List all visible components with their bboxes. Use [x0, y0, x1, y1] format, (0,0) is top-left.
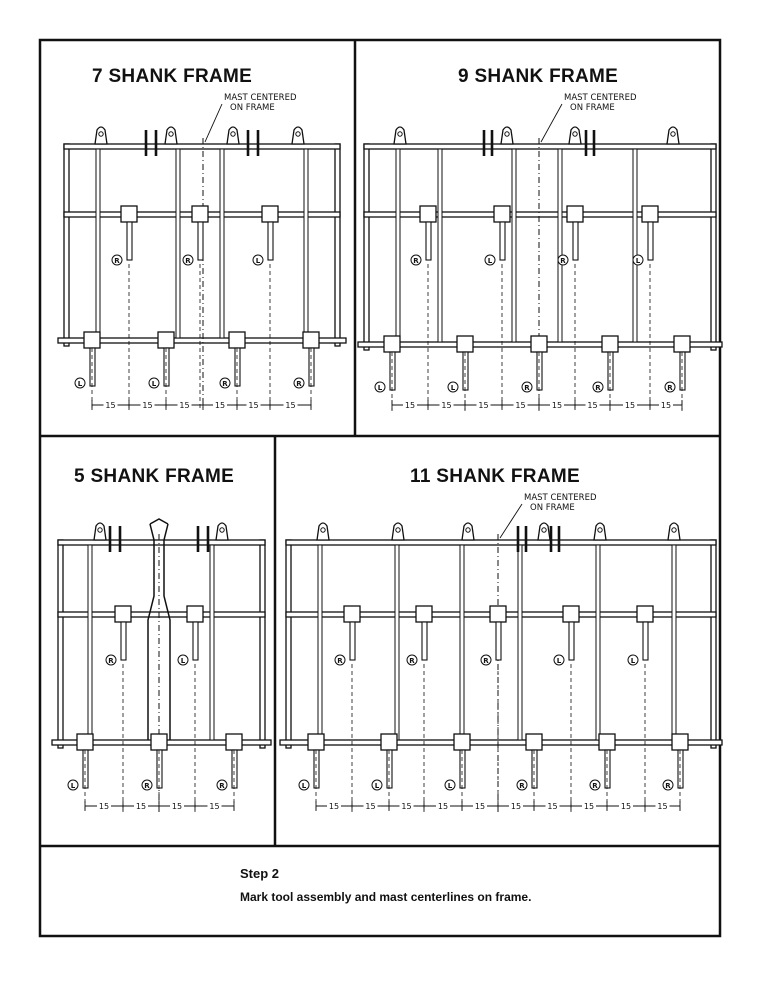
nine-shank: [390, 352, 395, 390]
seven-mast-note-line2: ON FRAME: [230, 103, 275, 113]
title-7-shank: 7 SHANK FRAME: [92, 66, 253, 87]
eleven-hitch-pin: [321, 528, 325, 532]
nine-shank: [463, 352, 468, 390]
seven-hitch-pin: [296, 132, 300, 136]
nine-mast-note-leader: [541, 104, 562, 142]
nine-mark-R: R: [560, 257, 566, 265]
eleven-mark-L: L: [556, 657, 562, 665]
eleven-shank-clamp: [563, 606, 579, 622]
nine-frame-mid-bar: [364, 212, 716, 217]
eleven-dimension-label: 15: [620, 802, 632, 811]
eleven-shank: [387, 750, 392, 788]
five-shank-clamp: [187, 606, 203, 622]
nine-hitch-pin: [398, 132, 402, 136]
eleven-shank-clamp: [637, 606, 653, 622]
nine-shank: [573, 222, 578, 260]
nine-hitch-pin: [573, 132, 577, 136]
seven-dimension-label: 15: [105, 401, 116, 410]
eleven-shank-clamp: [381, 734, 397, 750]
eleven-shank: [496, 622, 501, 660]
eleven-mark-R: R: [337, 657, 343, 665]
nine-dimension-label: 15: [515, 401, 526, 410]
nine-hitch-pin: [671, 132, 675, 136]
eleven-mark-L: L: [630, 657, 636, 665]
seven-mark-R: R: [296, 380, 302, 388]
eleven-mast-note-line1: MAST CENTERED: [524, 493, 597, 503]
five-shank: [232, 750, 237, 788]
nine-mark-L: L: [487, 257, 493, 265]
five-dimension-label: 15: [171, 802, 183, 811]
eleven-dimension-label: 15: [401, 802, 412, 811]
eleven-shank: [678, 750, 683, 788]
eleven-mark-L: L: [447, 782, 453, 790]
seven-frame-side-left: [64, 144, 69, 346]
seven-shank: [164, 348, 169, 386]
eleven-frame-post: [596, 545, 600, 740]
eleven-mark-R: R: [592, 782, 598, 790]
nine-frame-post: [633, 149, 637, 342]
seven-frame-post: [220, 149, 224, 338]
eleven-frame-side-right: [711, 540, 716, 748]
eleven-dimension-label: 15: [547, 802, 558, 811]
eleven-hitch-pin: [672, 528, 676, 532]
nine-shank-clamp: [531, 336, 547, 352]
nine-shank-clamp: [384, 336, 400, 352]
seven-mark-R: R: [185, 257, 191, 265]
eleven-hitch-pin: [598, 528, 602, 532]
seven-frame-top-bar: [64, 144, 340, 149]
seven-shank: [127, 222, 132, 260]
eleven-frame-top-bar: [286, 540, 716, 545]
nine-mark-R: R: [595, 384, 601, 392]
eleven-shank: [532, 750, 537, 788]
nine-shank-clamp: [602, 336, 618, 352]
nine-mark-R: R: [667, 384, 673, 392]
nine-dimension-label: 15: [587, 401, 598, 410]
five-shank: [193, 622, 198, 660]
nine-dimension-label: 15: [551, 401, 563, 410]
nine-shank: [537, 352, 542, 390]
step-title: Step 2: [240, 866, 280, 881]
eleven-shank: [350, 622, 355, 660]
seven-mast-note-leader: [205, 104, 222, 142]
five-shank: [83, 750, 88, 788]
five-frame-top-bar: [58, 540, 265, 545]
eleven-mark-L: L: [374, 782, 380, 790]
seven-dimension-label: 15: [214, 401, 226, 410]
nine-frame-post: [558, 149, 562, 342]
five-shank-clamp: [226, 734, 242, 750]
eleven-shank: [643, 622, 648, 660]
seven-hitch-pin: [231, 132, 235, 136]
nine-hitch-pin: [505, 132, 509, 136]
eleven-shank: [605, 750, 610, 788]
eleven-shank-clamp: [454, 734, 470, 750]
seven-shank-clamp: [303, 332, 319, 348]
five-hitch-pin: [220, 528, 224, 532]
eleven-frame-post: [672, 545, 676, 740]
eleven-frame-post: [395, 545, 399, 740]
eleven-shank: [569, 622, 574, 660]
seven-shank-clamp: [158, 332, 174, 348]
eleven-shank-clamp: [416, 606, 432, 622]
step-instruction: Mark tool assembly and mast centerlines on frame.: [240, 890, 532, 904]
seven-mark-L: L: [255, 257, 261, 265]
five-frame-post: [88, 545, 92, 740]
five-shank-clamp: [77, 734, 93, 750]
eleven-shank-clamp: [344, 606, 360, 622]
eleven-shank-clamp: [490, 606, 506, 622]
nine-shank-clamp: [457, 336, 473, 352]
nine-mark-R: R: [413, 257, 419, 265]
seven-shank-clamp: [229, 332, 245, 348]
seven-frame-post: [304, 149, 308, 338]
eleven-frame-post: [318, 545, 322, 740]
five-dimension-label: 15: [209, 802, 220, 811]
nine-shank-clamp: [674, 336, 690, 352]
eleven-hitch-pin: [466, 528, 470, 532]
eleven-shank: [314, 750, 319, 788]
nine-frame-post: [396, 149, 400, 342]
nine-frame-side-left: [364, 144, 369, 350]
eleven-mark-R: R: [483, 657, 489, 665]
nine-shank: [648, 222, 653, 260]
nine-frame-post: [512, 149, 516, 342]
five-shank: [121, 622, 126, 660]
eleven-frame-post: [518, 545, 522, 740]
nine-dimension-label: 15: [478, 401, 489, 410]
eleven-mark-R: R: [665, 782, 671, 790]
seven-hitch-pin: [99, 132, 103, 136]
nine-dimension-label: 15: [660, 401, 672, 410]
seven-dimension-label: 15: [142, 401, 153, 410]
seven-dimension-label: 15: [248, 401, 259, 410]
five-mark-R: R: [144, 782, 150, 790]
eleven-shank-clamp: [672, 734, 688, 750]
five-hitch-pin: [98, 528, 102, 532]
five-mark-L: L: [180, 657, 186, 665]
nine-mast-note-line1: MAST CENTERED: [564, 93, 637, 103]
five-mark-R: R: [108, 657, 114, 665]
seven-shank-clamp: [262, 206, 278, 222]
title-11-shank: 11 SHANK FRAME: [410, 466, 580, 487]
nine-frame-top-bar: [364, 144, 716, 149]
seven-frame-side-right: [335, 144, 340, 346]
nine-shank: [426, 222, 431, 260]
nine-shank: [680, 352, 685, 390]
five-dimension-label: 15: [98, 802, 110, 811]
nine-mark-L: L: [450, 384, 456, 392]
nine-mast-note-line2: ON FRAME: [570, 103, 615, 113]
title-5-shank: 5 SHANK FRAME: [74, 466, 235, 487]
nine-dimension-label: 15: [404, 401, 416, 410]
five-shank-clamp: [151, 734, 167, 750]
five-mark-L: L: [70, 782, 76, 790]
five-mark-R: R: [219, 782, 225, 790]
eleven-dimension-label: 15: [657, 802, 668, 811]
seven-frame-post: [176, 149, 180, 338]
eleven-hitch-pin: [542, 528, 546, 532]
eleven-shank: [422, 622, 427, 660]
nine-shank-clamp: [567, 206, 583, 222]
nine-shank-clamp: [642, 206, 658, 222]
eleven-frame-side-left: [286, 540, 291, 748]
seven-shank: [309, 348, 314, 386]
seven-shank: [268, 222, 273, 260]
eleven-shank-clamp: [308, 734, 324, 750]
eleven-shank: [460, 750, 465, 788]
five-frame-post: [210, 545, 214, 740]
five-frame-side-right: [260, 540, 265, 748]
eleven-mast-note-line2: ON FRAME: [530, 503, 575, 513]
seven-mark-R: R: [114, 257, 120, 265]
seven-dimension-label: 15: [179, 401, 190, 410]
seven-mark-L: L: [77, 380, 83, 388]
nine-frame-side-right: [711, 144, 716, 350]
seven-shank: [235, 348, 240, 386]
eleven-mark-L: L: [301, 782, 307, 790]
eleven-frame-post: [460, 545, 464, 740]
five-shank: [157, 750, 162, 788]
five-frame-side-left: [58, 540, 63, 748]
seven-mark-R: R: [222, 380, 228, 388]
seven-shank-clamp: [192, 206, 208, 222]
eleven-dimension-label: 15: [328, 802, 340, 811]
eleven-shank-clamp: [526, 734, 542, 750]
nine-dimension-label: 15: [441, 401, 452, 410]
seven-shank-clamp: [121, 206, 137, 222]
eleven-dimension-label: 15: [365, 802, 376, 811]
five-mast-top: [150, 519, 168, 524]
nine-mark-R: R: [524, 384, 530, 392]
eleven-dimension-label: 15: [510, 802, 522, 811]
nine-shank-clamp: [420, 206, 436, 222]
eleven-mark-R: R: [409, 657, 415, 665]
nine-frame-post: [438, 149, 442, 342]
nine-dimension-label: 15: [624, 401, 636, 410]
seven-mark-L: L: [151, 380, 157, 388]
seven-shank: [198, 222, 203, 260]
eleven-dimension-label: 15: [437, 802, 449, 811]
seven-mast-note-line1: MAST CENTERED: [224, 93, 297, 103]
eleven-dimension-label: 15: [583, 802, 595, 811]
nine-shank: [500, 222, 505, 260]
nine-mark-L: L: [635, 257, 641, 265]
eleven-shank-clamp: [599, 734, 615, 750]
seven-dimension-label: 15: [285, 401, 296, 410]
eleven-dimension-label: 15: [474, 802, 486, 811]
seven-frame-post: [96, 149, 100, 338]
nine-shank-clamp: [494, 206, 510, 222]
seven-shank: [90, 348, 95, 386]
five-shank-clamp: [115, 606, 131, 622]
title-9-shank: 9 SHANK FRAME: [458, 66, 619, 87]
eleven-hitch-pin: [396, 528, 400, 532]
five-dimension-label: 15: [135, 802, 147, 811]
nine-mark-L: L: [377, 384, 383, 392]
seven-hitch-pin: [169, 132, 173, 136]
eleven-frame-rear-bar: [280, 740, 722, 745]
seven-shank-clamp: [84, 332, 100, 348]
nine-shank: [608, 352, 613, 390]
eleven-mark-R: R: [519, 782, 525, 790]
